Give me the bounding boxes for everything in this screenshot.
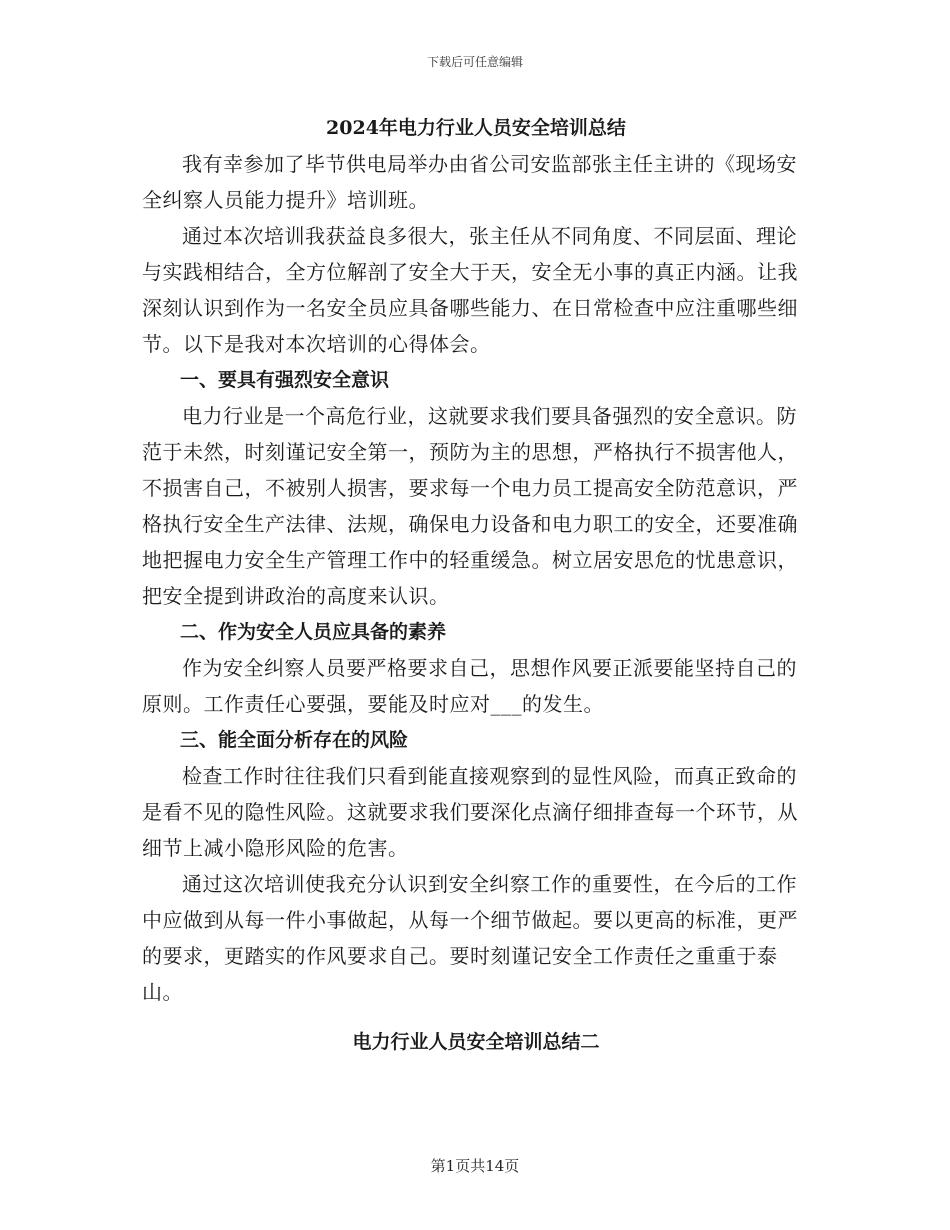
document-title-2: 电力行业人员安全培训总结二 — [352, 1031, 600, 1053]
section-heading-3: 三、能全面分析存在的风险 — [180, 729, 409, 751]
section-heading-2: 二、作为安全人员应具备的素养 — [180, 621, 447, 643]
page-footer: 第1页共14页 — [430, 1157, 520, 1175]
paragraph-section-3: 检查工作时往往我们只看到能直接观察到的显性风险，而真正致命的是看不见的隐性风险。这就要求我们要深化点滴仔细排查每一个环节，从细节上减小隐形风险的危害。 — [142, 764, 798, 860]
document-body — [142, 110, 810, 1060]
paragraph-intro: 我有幸参加了毕节供电局举办由省公司安监部张主任主讲的《现场安全纠察人员能力提升》培训班。 — [142, 152, 797, 212]
paragraph-section-1: 电力行业是一个高危行业，这就要求我们要具备强烈的安全意识。防范于未然，时刻谨记安全第一，预防为主的思想，严格执行不损害他人，不损害自己，不被别人损害，要求每一个电力员工提高安全防范意识，严格执行安全生产法律、法规，确保电力设备和电力职工的安全，还要准确地把握电力安全生产管理工作中的轻重缓急。树立居安思危的忧患意识，把安全提到讲政治的高度来认识。 — [142, 404, 798, 608]
paragraph-section-2: 作为安全纠察人员要严格要求自己，思想作风要正派要能坚持自己的原则。工作责任心要强，要能及时应对___的发生。 — [142, 656, 797, 716]
paragraph-benefits: 通过本次培训我获益良多很大，张主任从不同角度、不同层面、理论与实践相结合，全方位解剖了安全大于天，安全无小事的真正内涵。让我深刻认识到作为一名安全员应具备哪些能力、在日常检查中应注重哪些细节。以下是我对本次培训的心得体会。 — [142, 224, 798, 356]
header-note: 下载后可任意编辑 — [426, 55, 523, 69]
paragraph-conclusion: 通过这次培训使我充分认识到安全纠察工作的重要性，在今后的工作中应做到从每一件小事做起，从每一个细节做起。要以更高的标准，更严的要求，更踏实的作风要求自己。要时刻谨记安全工作责任之重重于泰山。 — [142, 872, 798, 1004]
document-title: 2024年电力行业人员安全培训总结 — [326, 117, 626, 139]
section-heading-1: 一、要具有强烈安全意识 — [180, 369, 390, 391]
